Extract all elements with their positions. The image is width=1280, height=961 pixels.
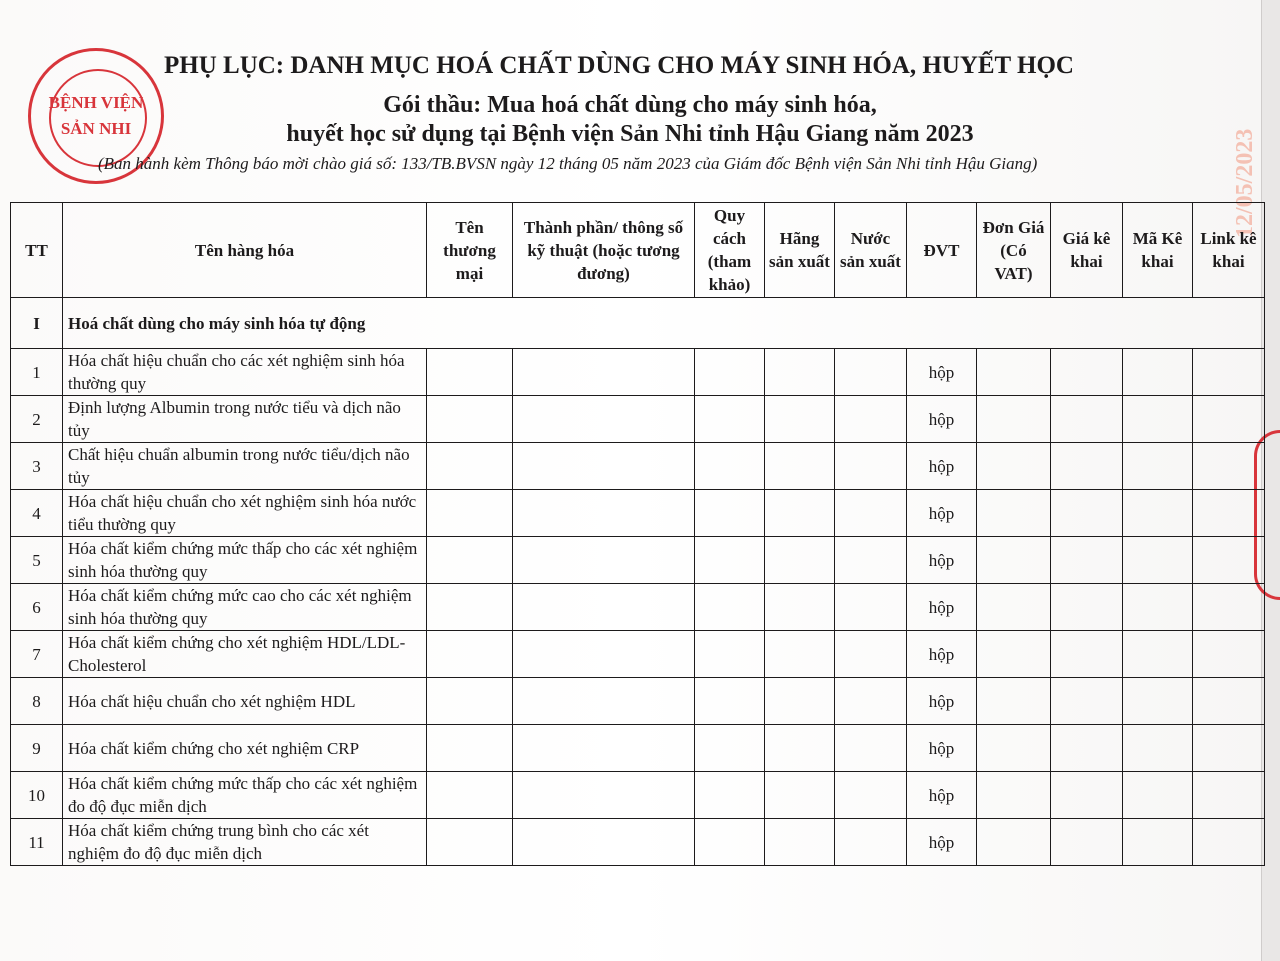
row-number: 2 xyxy=(11,396,63,443)
empty-cell xyxy=(765,584,835,631)
package-title-line2: huyết học sử dụng tại Bệnh viện Sản Nhi tỉnh Hậu Giang năm 2023 xyxy=(286,121,974,147)
item-unit: hộp xyxy=(907,349,977,396)
empty-cell xyxy=(427,725,513,772)
item-name: Hóa chất kiểm chứng cho xét nghiệm CRP xyxy=(63,725,427,772)
header-row xyxy=(11,203,1265,298)
table-row xyxy=(11,349,1265,396)
section-title: Hoá chất dùng cho máy sinh hóa tự động xyxy=(63,298,1265,349)
empty-cell xyxy=(1123,490,1193,537)
empty-cell xyxy=(765,631,835,678)
empty-cell xyxy=(695,349,765,396)
empty-cell xyxy=(765,678,835,725)
empty-cell xyxy=(1051,772,1123,819)
column-header: Giá kê khai xyxy=(1051,203,1123,298)
chemicals-table xyxy=(10,202,1265,866)
section-row xyxy=(11,298,1265,349)
column-header: Nước sản xuất xyxy=(835,203,907,298)
empty-cell xyxy=(1123,396,1193,443)
empty-cell xyxy=(513,584,695,631)
empty-cell xyxy=(695,725,765,772)
empty-cell xyxy=(1193,678,1265,725)
empty-cell xyxy=(1193,819,1265,866)
empty-cell xyxy=(835,584,907,631)
empty-cell xyxy=(513,772,695,819)
package-title-line1: Gói thầu: Mua hoá chất dùng cho máy sinh hóa, xyxy=(383,92,877,118)
empty-cell xyxy=(427,349,513,396)
empty-cell xyxy=(513,349,695,396)
empty-cell xyxy=(1123,725,1193,772)
item-unit: hộp xyxy=(907,678,977,725)
item-name: Hóa chất kiểm chứng trung bình cho các xét nghiệm đo độ đục miễn dịch xyxy=(63,819,427,866)
empty-cell xyxy=(695,443,765,490)
row-number: 1 xyxy=(11,349,63,396)
column-header: TT xyxy=(11,203,63,298)
empty-cell xyxy=(513,819,695,866)
empty-cell xyxy=(765,396,835,443)
item-name: Chất hiệu chuẩn albumin trong nước tiểu/dịch não tủy xyxy=(63,443,427,490)
empty-cell xyxy=(977,490,1051,537)
empty-cell xyxy=(427,584,513,631)
table-row xyxy=(11,678,1265,725)
empty-cell xyxy=(977,631,1051,678)
empty-cell xyxy=(977,443,1051,490)
empty-cell xyxy=(513,443,695,490)
empty-cell xyxy=(765,490,835,537)
column-header: Thành phần/ thông số kỹ thuật (hoặc tương đương) xyxy=(513,203,695,298)
empty-cell xyxy=(977,537,1051,584)
empty-cell xyxy=(1123,678,1193,725)
item-unit: hộp xyxy=(907,443,977,490)
row-number: 8 xyxy=(11,678,63,725)
empty-cell xyxy=(1123,443,1193,490)
empty-cell xyxy=(695,490,765,537)
item-name: Hóa chất hiệu chuẩn cho xét nghiệm HDL xyxy=(63,678,427,725)
item-unit: hộp xyxy=(907,819,977,866)
table-row xyxy=(11,443,1265,490)
empty-cell xyxy=(765,349,835,396)
empty-cell xyxy=(513,725,695,772)
document-title: PHỤ LỤC: DANH MỤC HOÁ CHẤT DÙNG CHO MÁY SINH HÓA, HUYẾT HỌC xyxy=(164,52,1074,79)
empty-cell xyxy=(977,396,1051,443)
empty-cell xyxy=(513,678,695,725)
empty-cell xyxy=(1051,396,1123,443)
empty-cell xyxy=(977,819,1051,866)
row-number: 3 xyxy=(11,443,63,490)
row-number: 11 xyxy=(11,819,63,866)
column-header: Mã Kê khai xyxy=(1123,203,1193,298)
empty-cell xyxy=(427,678,513,725)
empty-cell xyxy=(695,396,765,443)
empty-cell xyxy=(835,772,907,819)
row-number: 6 xyxy=(11,584,63,631)
item-name: Hóa chất kiểm chứng mức cao cho các xét nghiệm sinh hóa thường quy xyxy=(63,584,427,631)
item-unit: hộp xyxy=(907,725,977,772)
table-row xyxy=(11,490,1265,537)
empty-cell xyxy=(1051,584,1123,631)
empty-cell xyxy=(1193,725,1265,772)
table-row xyxy=(11,819,1265,866)
empty-cell xyxy=(513,537,695,584)
column-header: Đơn Giá (Có VAT) xyxy=(977,203,1051,298)
empty-cell xyxy=(1051,443,1123,490)
table-body xyxy=(11,298,1265,866)
empty-cell xyxy=(1123,631,1193,678)
column-header: Tên thương mại xyxy=(427,203,513,298)
empty-cell xyxy=(1123,772,1193,819)
item-name: Hóa chất hiệu chuẩn cho xét nghiệm sinh hóa nước tiểu thường quy xyxy=(63,490,427,537)
empty-cell xyxy=(1193,537,1265,584)
item-name: Hóa chất kiểm chứng cho xét nghiệm HDL/LDL-Cholesterol xyxy=(63,631,427,678)
empty-cell xyxy=(1193,490,1265,537)
empty-cell xyxy=(1051,678,1123,725)
empty-cell xyxy=(1051,631,1123,678)
table-row xyxy=(11,396,1265,443)
empty-cell xyxy=(765,537,835,584)
empty-cell xyxy=(1193,772,1265,819)
table-row xyxy=(11,584,1265,631)
column-header: Tên hàng hóa xyxy=(63,203,427,298)
empty-cell xyxy=(835,819,907,866)
empty-cell xyxy=(765,772,835,819)
empty-cell xyxy=(695,678,765,725)
empty-cell xyxy=(1123,584,1193,631)
item-unit: hộp xyxy=(907,772,977,819)
item-name: Hóa chất hiệu chuẩn cho các xét nghiệm sinh hóa thường quy xyxy=(63,349,427,396)
item-unit: hộp xyxy=(907,631,977,678)
empty-cell xyxy=(427,819,513,866)
empty-cell xyxy=(1051,349,1123,396)
section-number: I xyxy=(11,298,63,349)
empty-cell xyxy=(977,772,1051,819)
row-number: 10 xyxy=(11,772,63,819)
empty-cell xyxy=(765,819,835,866)
empty-cell xyxy=(977,349,1051,396)
empty-cell xyxy=(1193,349,1265,396)
empty-cell xyxy=(835,678,907,725)
item-unit: hộp xyxy=(907,396,977,443)
seal-text-line2: SẢN NHI xyxy=(60,119,132,138)
empty-cell xyxy=(513,631,695,678)
empty-cell xyxy=(1123,819,1193,866)
empty-cell xyxy=(835,725,907,772)
item-name: Hóa chất kiểm chứng mức thấp cho các xét nghiệm sinh hóa thường quy xyxy=(63,537,427,584)
empty-cell xyxy=(1123,349,1193,396)
empty-cell xyxy=(1193,396,1265,443)
item-name: Định lượng Albumin trong nước tiểu và dịch não tủy xyxy=(63,396,427,443)
empty-cell xyxy=(765,443,835,490)
item-unit: hộp xyxy=(907,490,977,537)
table-row xyxy=(11,537,1265,584)
table-row xyxy=(11,725,1265,772)
empty-cell xyxy=(427,443,513,490)
empty-cell xyxy=(695,584,765,631)
empty-cell xyxy=(427,490,513,537)
row-number: 9 xyxy=(11,725,63,772)
empty-cell xyxy=(427,396,513,443)
item-unit: hộp xyxy=(907,537,977,584)
empty-cell xyxy=(977,584,1051,631)
empty-cell xyxy=(1123,537,1193,584)
empty-cell xyxy=(1051,537,1123,584)
empty-cell xyxy=(695,819,765,866)
row-number: 4 xyxy=(11,490,63,537)
empty-cell xyxy=(835,490,907,537)
row-number: 5 xyxy=(11,537,63,584)
empty-cell xyxy=(835,396,907,443)
empty-cell xyxy=(513,396,695,443)
empty-cell xyxy=(835,349,907,396)
item-unit: hộp xyxy=(907,584,977,631)
column-header: ĐVT xyxy=(907,203,977,298)
empty-cell xyxy=(1193,443,1265,490)
item-name: Hóa chất kiểm chứng mức thấp cho các xét nghiệm đo độ đục miễn dịch xyxy=(63,772,427,819)
empty-cell xyxy=(695,772,765,819)
empty-cell xyxy=(977,725,1051,772)
empty-cell xyxy=(513,490,695,537)
empty-cell xyxy=(765,725,835,772)
table-row xyxy=(11,631,1265,678)
empty-cell xyxy=(835,443,907,490)
empty-cell xyxy=(427,772,513,819)
empty-cell xyxy=(1193,631,1265,678)
row-number: 7 xyxy=(11,631,63,678)
empty-cell xyxy=(1051,819,1123,866)
column-header: Link kê khai xyxy=(1193,203,1265,298)
empty-cell xyxy=(1051,490,1123,537)
column-header: Hãng sản xuất xyxy=(765,203,835,298)
empty-cell xyxy=(1051,725,1123,772)
empty-cell xyxy=(427,631,513,678)
empty-cell xyxy=(695,631,765,678)
issuance-note: (Ban hành kèm Thông báo mời chào giá số: 133/TB.BVSN ngày 12 tháng 05 năm 2023 của Giám đốc Bệnh viện Sản Nhi tỉnh Hậu Giang) xyxy=(98,154,1038,173)
empty-cell xyxy=(977,678,1051,725)
table-row xyxy=(11,772,1265,819)
date-watermark: 12/05/2023 xyxy=(1232,128,1258,238)
empty-cell xyxy=(427,537,513,584)
empty-cell xyxy=(1193,584,1265,631)
empty-cell xyxy=(695,537,765,584)
empty-cell xyxy=(835,631,907,678)
seal-text-line1: BỆNH VIỆN xyxy=(48,93,144,112)
column-header: Quy cách (tham khảo) xyxy=(695,203,765,298)
empty-cell xyxy=(835,537,907,584)
